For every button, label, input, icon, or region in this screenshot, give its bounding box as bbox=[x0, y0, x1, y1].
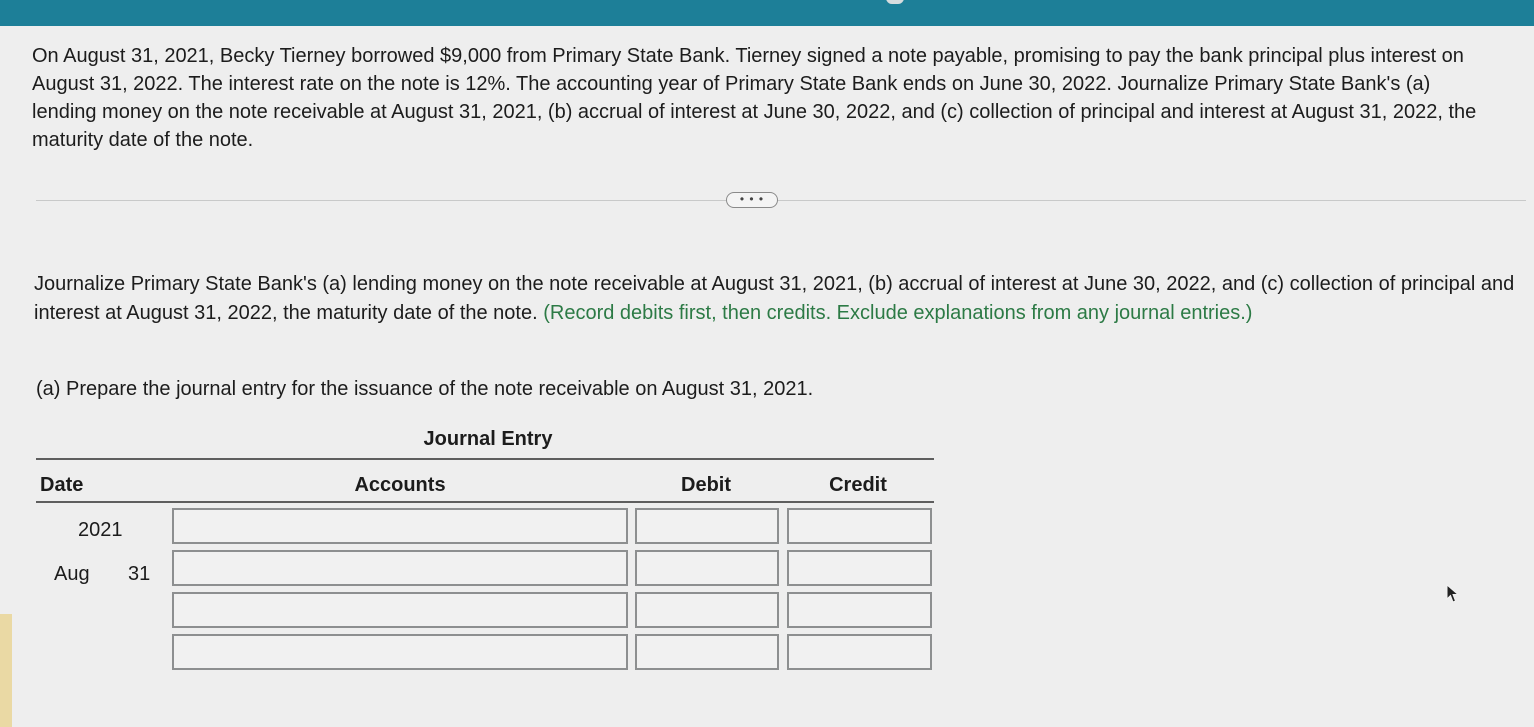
expand-more-button[interactable]: • • • bbox=[726, 192, 778, 208]
credit-input-row-2[interactable] bbox=[787, 550, 932, 586]
section-divider bbox=[36, 200, 1526, 201]
account-input-row-1[interactable] bbox=[172, 508, 628, 544]
journal-entry-title: Journal Entry bbox=[423, 428, 553, 450]
instructions-main: Journalize Primary State Bank's (a) lending money on the note receivable at August 31, 2021, (b) accrual of interest at June 30, 2022, and (c) collection of principal and interest at August 31, 2022, the maturity date of the note. bbox=[34, 273, 1515, 324]
mouse-pointer-icon bbox=[1445, 584, 1461, 604]
credit-column-header: Credit bbox=[829, 474, 887, 496]
top-bar-handle bbox=[886, 0, 904, 4]
left-edge-strip bbox=[0, 614, 12, 727]
debit-input-row-2[interactable] bbox=[635, 550, 779, 586]
problem-statement: On August 31, 2021, Becky Tierney borrowed $9,000 from Primary State Bank. Tierney signed a note payable, promising to pay the bank principal plus interest on August 31, 2022. The interest rate on the note is 12%. The accounting year of Primary State Bank ends on June 30, 2022. Journalize Primary State Bank's (a) lending money on the note receivable at August 31, 2021, (b) accrual of interest at June 30, 2022, and (c) collection of principal and interest at August 31, 2022, the maturity date of the note. bbox=[32, 45, 1477, 151]
debit-input-row-4[interactable] bbox=[635, 634, 779, 670]
entry-date-month: Aug bbox=[54, 563, 90, 585]
entry-date-day: 31 bbox=[128, 563, 151, 585]
account-input-row-2[interactable] bbox=[172, 550, 628, 586]
accounts-column-header: Accounts bbox=[354, 474, 446, 496]
instructions bbox=[34, 270, 1524, 328]
table-top-rule bbox=[36, 458, 934, 460]
entry-date-year: 2021 bbox=[78, 519, 123, 541]
credit-input-row-4[interactable] bbox=[787, 634, 932, 670]
date-column-header: Date bbox=[40, 474, 84, 496]
account-input-row-3[interactable] bbox=[172, 592, 628, 628]
account-input-row-4[interactable] bbox=[172, 634, 628, 670]
table-header-rule bbox=[36, 501, 934, 503]
question-panel bbox=[0, 26, 1534, 727]
debit-input-row-3[interactable] bbox=[635, 592, 779, 628]
credit-input-row-1[interactable] bbox=[787, 508, 932, 544]
part-a-prompt: (a) Prepare the journal entry for the issuance of the note receivable on August 31, 2021. bbox=[36, 378, 814, 400]
debit-column-header: Debit bbox=[681, 474, 731, 496]
top-bar bbox=[0, 0, 1534, 26]
instructions-note: (Record debits first, then credits. Exclude explanations from any journal entries.) bbox=[543, 302, 1253, 324]
debit-input-row-1[interactable] bbox=[635, 508, 779, 544]
credit-input-row-3[interactable] bbox=[787, 592, 932, 628]
